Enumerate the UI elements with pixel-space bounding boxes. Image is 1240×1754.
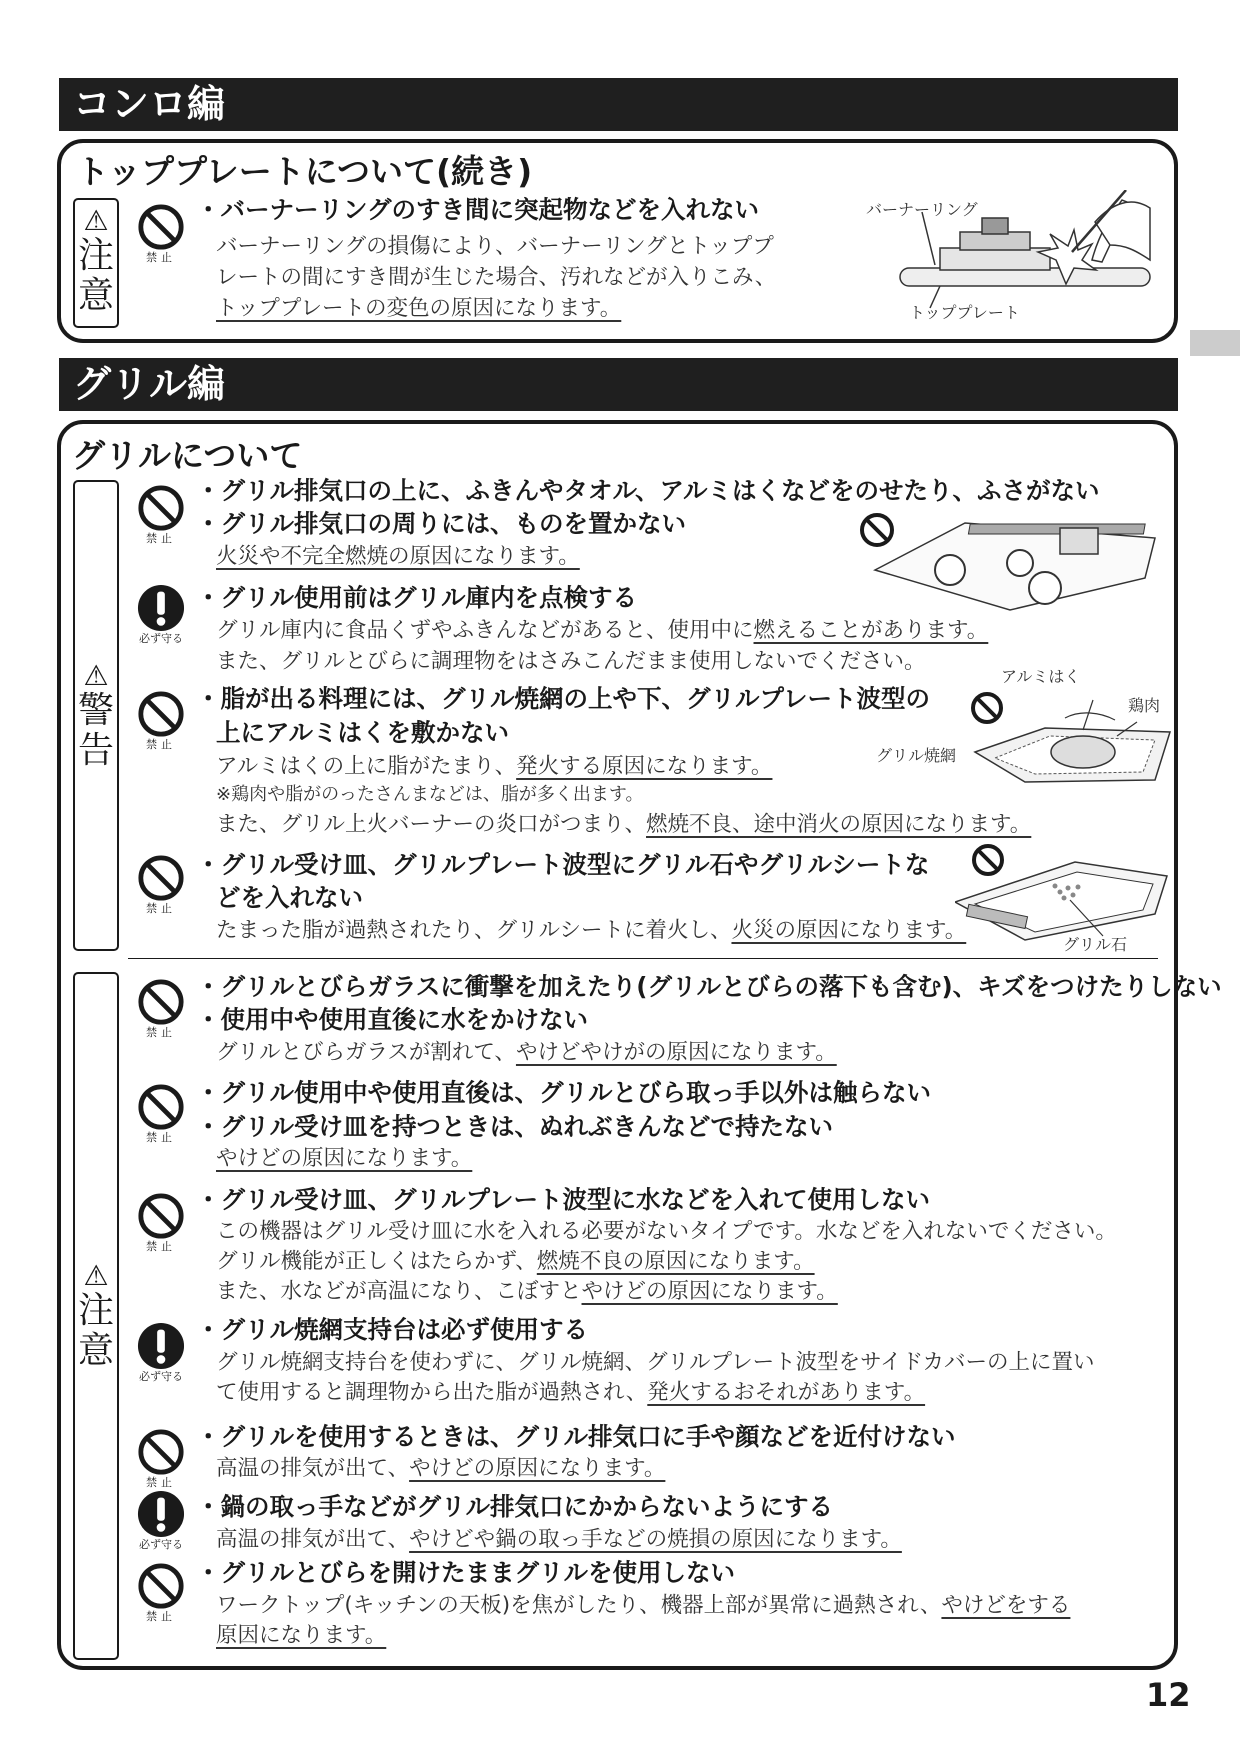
warning-triangle-icon: ⚠ <box>83 1259 109 1292</box>
label-burner-ring: バーナーリング <box>866 200 978 219</box>
mandatory-icon: 必ず守る <box>126 1322 196 1384</box>
warning-reason: トッププレートの変色の原因になります。 <box>216 296 622 321</box>
prohibit-icon: 禁止 <box>126 1562 196 1624</box>
mandatory-icon: 必ず守る <box>126 1490 196 1552</box>
prohibit-icon: 禁止 <box>126 1428 196 1490</box>
prohibit-icon: 禁止 <box>126 690 196 752</box>
prohibit-icon: 禁止 <box>126 1192 196 1254</box>
prohibit-icon: 禁止 <box>126 203 196 265</box>
label-grill-stone: グリル石 <box>1063 935 1128 954</box>
warning-badge: ⚠ 警 告 <box>73 480 119 951</box>
prohibit-icon: 禁止 <box>126 484 196 546</box>
section-header-grill <box>59 358 1178 411</box>
prohibit-icon: 禁止 <box>126 1083 196 1145</box>
stove-top-illustration <box>855 508 1160 613</box>
subsection-title: トッププレートについて(続き) <box>76 152 533 191</box>
divider <box>128 958 1158 959</box>
prohibit-icon: 禁止 <box>126 854 196 916</box>
section-title: コンロ編 <box>73 82 226 126</box>
label-grill-net: グリル焼網 <box>876 746 957 765</box>
section-header-konro <box>59 78 1178 131</box>
subsection-title: グリルについて <box>72 436 303 475</box>
prohibit-icon: 禁止 <box>126 978 196 1040</box>
section-title: グリル編 <box>73 362 226 406</box>
mandatory-icon: 必ず守る <box>126 584 196 646</box>
label-top-plate: トッププレート <box>909 303 1020 322</box>
grill-net-foil-illustration <box>965 670 1175 790</box>
label-foil: アルミはく <box>1001 667 1081 686</box>
page-number: 12 <box>1146 1676 1191 1714</box>
page-edge-tab <box>1190 330 1240 356</box>
warning-triangle-icon: ⚠ <box>83 204 109 237</box>
caution-badge: ⚠ 注 意 <box>73 198 119 328</box>
caution-badge: ⚠ 注 意 <box>73 972 119 1660</box>
warning-triangle-icon: ⚠ <box>83 658 109 692</box>
item-heading: ・バーナーリングのすき間に突起物などを入れない <box>196 195 760 224</box>
label-chicken: 鶏肉 <box>1128 696 1161 715</box>
